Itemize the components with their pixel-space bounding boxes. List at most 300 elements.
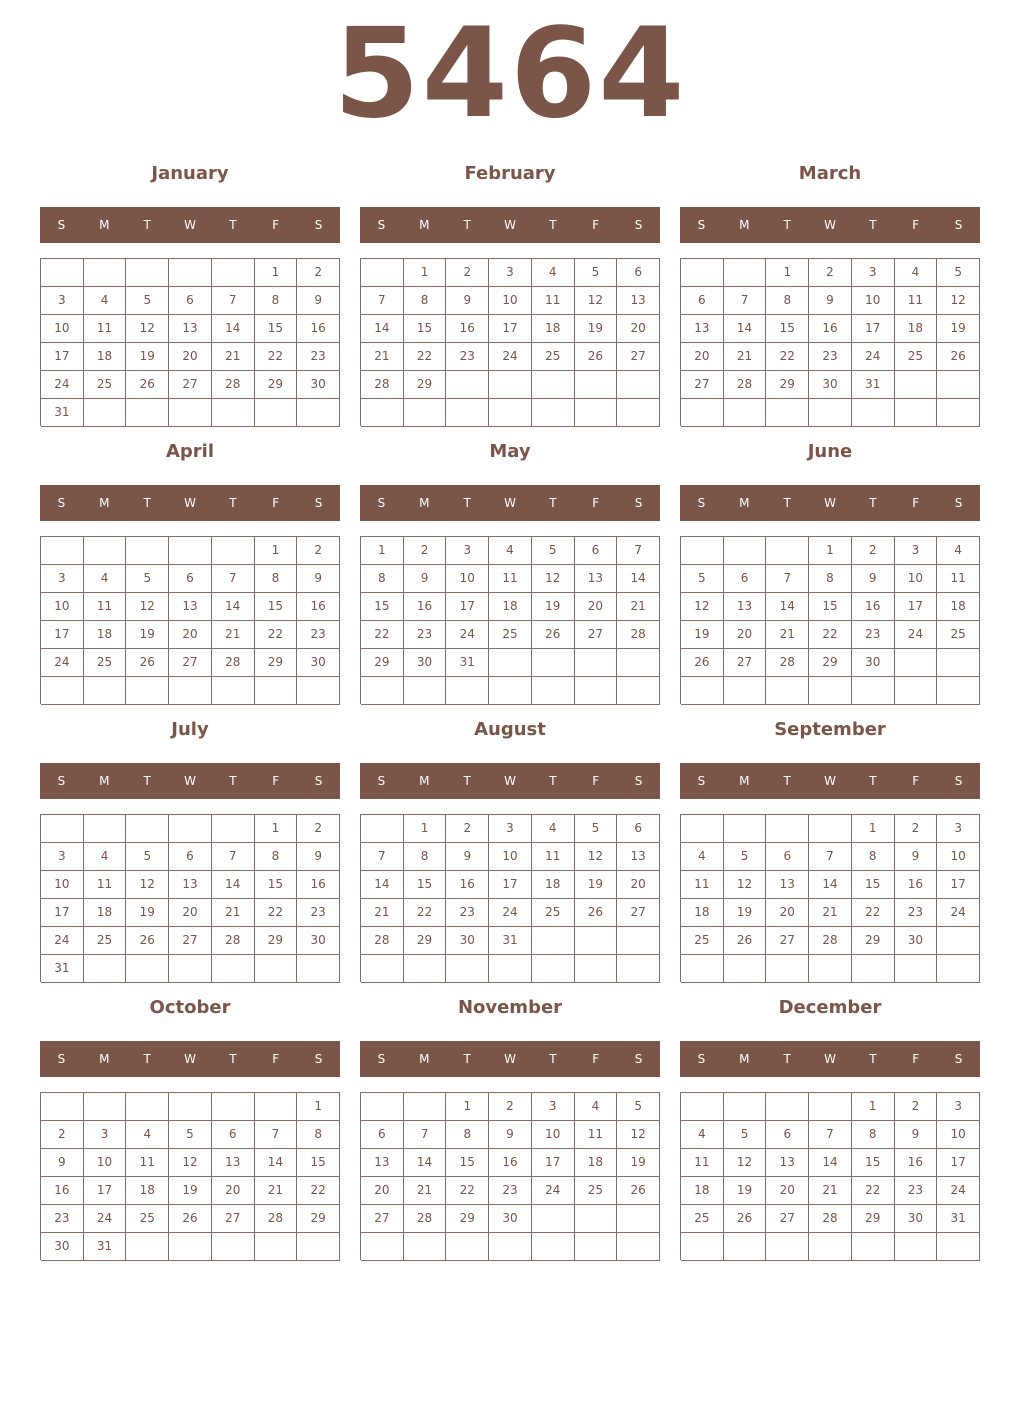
day-cell: 18 [681, 899, 724, 927]
empty-cell [361, 677, 404, 705]
empty-cell [41, 677, 84, 705]
day-cell: 26 [724, 927, 767, 955]
weekday-header [680, 1041, 980, 1077]
day-cell: 3 [895, 537, 938, 565]
empty-cell [361, 399, 404, 427]
day-cell: 8 [255, 843, 298, 871]
weekday-label: M [739, 496, 750, 510]
empty-cell [212, 1233, 255, 1261]
day-cell: 19 [617, 1149, 660, 1177]
weekday-label: T [143, 496, 151, 510]
empty-cell [489, 677, 532, 705]
day-cell: 4 [84, 287, 127, 315]
month-december [680, 986, 980, 1264]
day-cell: 20 [169, 343, 212, 371]
day-cell: 22 [361, 621, 404, 649]
day-cell: 27 [681, 371, 724, 399]
empty-cell [126, 399, 169, 427]
empty-cell [617, 649, 660, 677]
day-cell: 9 [297, 565, 340, 593]
day-cell: 22 [766, 343, 809, 371]
empty-cell [126, 259, 169, 287]
empty-cell [575, 1205, 618, 1233]
weekday-label: S [697, 774, 706, 788]
day-cell: 1 [255, 815, 298, 843]
day-cell: 26 [169, 1205, 212, 1233]
day-cell: 23 [41, 1205, 84, 1233]
day-cell: 16 [404, 593, 447, 621]
day-cell: 8 [404, 843, 447, 871]
day-cell: 17 [937, 871, 980, 899]
empty-cell [489, 955, 532, 983]
day-cell: 16 [809, 315, 852, 343]
day-cell: 1 [255, 537, 298, 565]
day-cell: 5 [937, 259, 980, 287]
weekday-label: M [739, 774, 750, 788]
weekday-label: S [697, 496, 706, 510]
day-cell: 24 [937, 899, 980, 927]
weekday-label: M [739, 1052, 750, 1066]
weekday-label: S [377, 218, 386, 232]
month-march [680, 152, 980, 430]
day-cell: 25 [489, 621, 532, 649]
day-cell: 3 [446, 537, 489, 565]
day-grid [680, 814, 980, 982]
day-cell: 10 [446, 565, 489, 593]
empty-cell [446, 1233, 489, 1261]
day-cell: 9 [446, 287, 489, 315]
day-cell: 3 [489, 815, 532, 843]
weekday-header [40, 763, 340, 799]
day-cell: 25 [681, 927, 724, 955]
day-cell: 17 [489, 871, 532, 899]
day-cell: 21 [361, 899, 404, 927]
weekday-label: S [314, 496, 323, 510]
day-cell: 22 [404, 899, 447, 927]
day-cell: 8 [852, 1121, 895, 1149]
day-cell: 9 [297, 843, 340, 871]
day-cell: 22 [446, 1177, 489, 1205]
month-name: March [798, 163, 862, 184]
day-grid [40, 536, 340, 704]
day-cell: 1 [809, 537, 852, 565]
empty-cell [617, 955, 660, 983]
weekday-label: S [954, 1052, 963, 1066]
day-cell: 14 [617, 565, 660, 593]
day-cell: 4 [532, 815, 575, 843]
day-cell: 9 [489, 1121, 532, 1149]
weekday-label: T [549, 1052, 557, 1066]
day-cell: 29 [852, 1205, 895, 1233]
day-cell: 14 [212, 871, 255, 899]
day-cell: 28 [766, 649, 809, 677]
empty-cell [126, 955, 169, 983]
day-cell: 16 [41, 1177, 84, 1205]
day-cell: 26 [575, 343, 618, 371]
day-cell: 12 [169, 1149, 212, 1177]
empty-cell [361, 815, 404, 843]
day-cell: 8 [446, 1121, 489, 1149]
weekday-label: W [504, 218, 516, 232]
weekday-label: S [314, 774, 323, 788]
weekday-label: F [912, 774, 920, 788]
weekday-label: S [57, 774, 66, 788]
day-cell: 26 [126, 927, 169, 955]
empty-cell [617, 1205, 660, 1233]
day-cell: 28 [617, 621, 660, 649]
day-cell: 6 [617, 815, 660, 843]
empty-cell [681, 677, 724, 705]
weekday-label: S [314, 218, 323, 232]
empty-cell [766, 537, 809, 565]
day-cell: 25 [532, 899, 575, 927]
day-cell: 30 [895, 927, 938, 955]
day-cell: 13 [766, 871, 809, 899]
day-cell: 25 [575, 1177, 618, 1205]
day-cell: 25 [681, 1205, 724, 1233]
day-cell: 10 [41, 315, 84, 343]
empty-cell [724, 815, 767, 843]
day-cell: 6 [169, 287, 212, 315]
day-cell: 8 [297, 1121, 340, 1149]
day-cell: 1 [766, 259, 809, 287]
day-cell: 24 [852, 343, 895, 371]
day-cell: 11 [489, 565, 532, 593]
day-cell: 20 [617, 871, 660, 899]
day-cell: 11 [532, 287, 575, 315]
day-cell: 31 [937, 1205, 980, 1233]
day-cell: 6 [724, 565, 767, 593]
weekday-label: S [377, 496, 386, 510]
empty-cell [404, 399, 447, 427]
empty-cell [617, 1233, 660, 1261]
weekday-header [680, 763, 980, 799]
empty-cell [84, 399, 127, 427]
day-cell: 13 [617, 843, 660, 871]
day-cell: 8 [361, 565, 404, 593]
day-cell: 25 [84, 371, 127, 399]
empty-cell [255, 1233, 298, 1261]
day-cell: 8 [255, 565, 298, 593]
empty-cell [169, 399, 212, 427]
empty-cell [766, 1233, 809, 1261]
month-september [680, 708, 980, 986]
empty-cell [852, 1233, 895, 1261]
weekday-header [360, 485, 660, 521]
day-cell: 12 [617, 1121, 660, 1149]
day-cell: 8 [404, 287, 447, 315]
day-cell: 5 [575, 815, 618, 843]
day-cell: 5 [617, 1093, 660, 1121]
weekday-header [680, 207, 980, 243]
weekday-label: M [419, 1052, 430, 1066]
weekday-label: S [634, 1052, 643, 1066]
day-cell: 29 [255, 371, 298, 399]
weekday-label: W [184, 774, 196, 788]
months-grid [40, 152, 980, 1264]
weekday-header [40, 1041, 340, 1077]
empty-cell [532, 955, 575, 983]
day-cell: 4 [532, 259, 575, 287]
day-cell: 14 [255, 1149, 298, 1177]
day-cell: 22 [297, 1177, 340, 1205]
empty-cell [532, 677, 575, 705]
month-january [40, 152, 340, 430]
day-cell: 17 [41, 343, 84, 371]
day-cell: 26 [681, 649, 724, 677]
day-cell: 30 [297, 649, 340, 677]
day-cell: 17 [41, 899, 84, 927]
day-cell: 22 [809, 621, 852, 649]
day-cell: 13 [617, 287, 660, 315]
empty-cell [937, 371, 980, 399]
empty-cell [809, 677, 852, 705]
empty-cell [532, 399, 575, 427]
day-cell: 21 [766, 621, 809, 649]
day-cell: 11 [84, 315, 127, 343]
empty-cell [212, 1093, 255, 1121]
day-cell: 29 [404, 927, 447, 955]
day-cell: 3 [41, 843, 84, 871]
weekday-label: F [912, 496, 920, 510]
day-cell: 20 [766, 899, 809, 927]
day-cell: 26 [937, 343, 980, 371]
day-cell: 28 [724, 371, 767, 399]
day-cell: 13 [169, 315, 212, 343]
day-cell: 14 [766, 593, 809, 621]
day-cell: 14 [361, 315, 404, 343]
weekday-label: T [549, 774, 557, 788]
day-cell: 1 [297, 1093, 340, 1121]
day-cell: 29 [404, 371, 447, 399]
empty-cell [575, 649, 618, 677]
day-cell: 27 [766, 927, 809, 955]
empty-cell [575, 677, 618, 705]
day-grid [360, 1092, 660, 1260]
empty-cell [489, 399, 532, 427]
empty-cell [766, 399, 809, 427]
day-cell: 9 [895, 843, 938, 871]
empty-cell [84, 1093, 127, 1121]
empty-cell [84, 537, 127, 565]
day-cell: 29 [446, 1205, 489, 1233]
day-cell: 18 [84, 343, 127, 371]
empty-cell [532, 649, 575, 677]
day-cell: 21 [212, 343, 255, 371]
day-cell: 11 [84, 593, 127, 621]
day-cell: 15 [255, 871, 298, 899]
empty-cell [169, 677, 212, 705]
day-cell: 28 [809, 1205, 852, 1233]
day-cell: 4 [84, 565, 127, 593]
day-cell: 18 [937, 593, 980, 621]
day-cell: 12 [126, 871, 169, 899]
day-cell: 6 [681, 287, 724, 315]
weekday-label: S [377, 774, 386, 788]
empty-cell [681, 815, 724, 843]
day-cell: 3 [489, 259, 532, 287]
day-cell: 12 [532, 565, 575, 593]
weekday-label: S [954, 496, 963, 510]
day-cell: 11 [681, 871, 724, 899]
day-cell: 23 [404, 621, 447, 649]
day-cell: 16 [297, 315, 340, 343]
day-cell: 12 [126, 593, 169, 621]
weekday-label: S [954, 218, 963, 232]
day-cell: 12 [575, 843, 618, 871]
empty-cell [532, 1205, 575, 1233]
weekday-label: S [697, 218, 706, 232]
day-grid [360, 258, 660, 426]
empty-cell [724, 399, 767, 427]
day-cell: 22 [255, 621, 298, 649]
empty-cell [617, 399, 660, 427]
empty-cell [126, 537, 169, 565]
day-cell: 5 [681, 565, 724, 593]
empty-cell [937, 927, 980, 955]
day-cell: 8 [255, 287, 298, 315]
empty-cell [169, 1233, 212, 1261]
day-cell: 6 [766, 843, 809, 871]
empty-cell [446, 399, 489, 427]
empty-cell [212, 399, 255, 427]
empty-cell [766, 815, 809, 843]
day-cell: 12 [724, 1149, 767, 1177]
day-cell: 17 [446, 593, 489, 621]
day-cell: 19 [126, 621, 169, 649]
day-cell: 9 [41, 1149, 84, 1177]
weekday-label: S [57, 1052, 66, 1066]
day-cell: 19 [126, 343, 169, 371]
day-cell: 25 [126, 1205, 169, 1233]
day-cell: 30 [297, 371, 340, 399]
day-cell: 11 [681, 1149, 724, 1177]
empty-cell [895, 399, 938, 427]
day-cell: 14 [404, 1149, 447, 1177]
empty-cell [297, 399, 340, 427]
month-february [360, 152, 660, 430]
weekday-label: T [869, 774, 877, 788]
day-cell: 31 [489, 927, 532, 955]
weekday-label: S [697, 1052, 706, 1066]
day-cell: 26 [617, 1177, 660, 1205]
day-cell: 9 [446, 843, 489, 871]
day-cell: 7 [809, 1121, 852, 1149]
day-cell: 5 [169, 1121, 212, 1149]
day-cell: 14 [724, 315, 767, 343]
day-cell: 26 [532, 621, 575, 649]
empty-cell [724, 1093, 767, 1121]
day-cell: 20 [681, 343, 724, 371]
day-cell: 24 [489, 899, 532, 927]
day-cell: 11 [126, 1149, 169, 1177]
day-cell: 20 [575, 593, 618, 621]
empty-cell [809, 955, 852, 983]
empty-cell [212, 537, 255, 565]
weekday-header [680, 485, 980, 521]
empty-cell [937, 1233, 980, 1261]
empty-cell [681, 1233, 724, 1261]
weekday-label: T [229, 1052, 237, 1066]
empty-cell [532, 1233, 575, 1261]
day-cell: 27 [724, 649, 767, 677]
day-cell: 15 [809, 593, 852, 621]
day-cell: 18 [575, 1149, 618, 1177]
day-cell: 15 [404, 871, 447, 899]
day-cell: 17 [532, 1149, 575, 1177]
empty-cell [852, 955, 895, 983]
day-cell: 12 [724, 871, 767, 899]
weekday-label: M [739, 218, 750, 232]
day-cell: 19 [532, 593, 575, 621]
day-cell: 13 [681, 315, 724, 343]
empty-cell [852, 677, 895, 705]
month-name: August [474, 719, 546, 740]
day-cell: 17 [937, 1149, 980, 1177]
empty-cell [809, 815, 852, 843]
empty-cell [361, 259, 404, 287]
empty-cell [169, 1093, 212, 1121]
day-cell: 20 [766, 1177, 809, 1205]
empty-cell [297, 1233, 340, 1261]
day-cell: 4 [681, 843, 724, 871]
weekday-label: S [634, 496, 643, 510]
day-cell: 27 [766, 1205, 809, 1233]
empty-cell [681, 1093, 724, 1121]
weekday-header [360, 1041, 660, 1077]
weekday-label: T [783, 218, 791, 232]
empty-cell [575, 371, 618, 399]
day-cell: 29 [852, 927, 895, 955]
weekday-label: T [463, 774, 471, 788]
empty-cell [404, 1233, 447, 1261]
weekday-label: T [143, 218, 151, 232]
day-cell: 21 [361, 343, 404, 371]
day-cell: 4 [489, 537, 532, 565]
day-cell: 26 [126, 649, 169, 677]
day-cell: 22 [255, 343, 298, 371]
day-cell: 24 [41, 649, 84, 677]
day-cell: 3 [937, 815, 980, 843]
day-cell: 25 [895, 343, 938, 371]
day-cell: 27 [575, 621, 618, 649]
day-cell: 26 [126, 371, 169, 399]
day-cell: 19 [575, 315, 618, 343]
day-cell: 19 [937, 315, 980, 343]
weekday-label: S [57, 496, 66, 510]
day-cell: 4 [895, 259, 938, 287]
weekday-label: F [592, 1052, 600, 1066]
empty-cell [169, 815, 212, 843]
day-cell: 23 [297, 343, 340, 371]
day-cell: 18 [84, 621, 127, 649]
day-cell: 11 [84, 871, 127, 899]
weekday-header [360, 763, 660, 799]
day-cell: 8 [809, 565, 852, 593]
day-cell: 7 [766, 565, 809, 593]
weekday-label: M [419, 218, 430, 232]
day-cell: 7 [212, 287, 255, 315]
empty-cell [446, 955, 489, 983]
day-cell: 19 [724, 1177, 767, 1205]
empty-cell [724, 1233, 767, 1261]
day-cell: 6 [212, 1121, 255, 1149]
empty-cell [255, 399, 298, 427]
day-cell: 22 [852, 899, 895, 927]
day-cell: 15 [852, 871, 895, 899]
day-cell: 20 [169, 899, 212, 927]
day-cell: 4 [126, 1121, 169, 1149]
